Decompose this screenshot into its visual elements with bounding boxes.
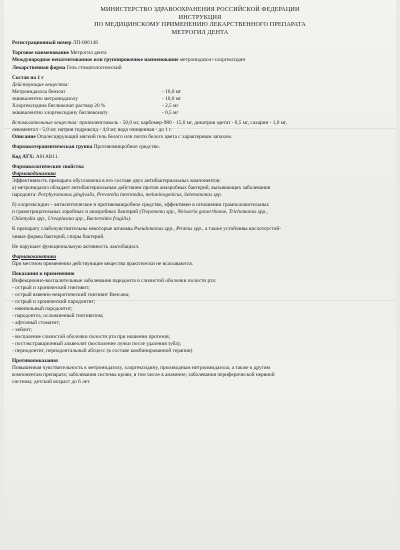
indication-item: - афтозный стоматит; — [12, 320, 61, 327]
contraindications-text: системы; детский возраст до 6 лет. — [12, 379, 91, 386]
indication-item: - острый и хронический гингивит; — [12, 284, 90, 291]
composition-item: Метронидазола бензоат - 16,0 мг — [12, 88, 182, 95]
active-substances-label: Действующие вещества: — [12, 81, 70, 88]
dosage-form: Лекарственная форма Гель стоматологический — [12, 64, 122, 71]
atc-code: Код АТХ: A01AB11. — [12, 154, 59, 161]
chlorhexidine-species: и грамотрицательных аэробных и анаэробных бактерий (Treponema spp., Neisseria gonorrhoeae, Trichomonas spp., — [12, 209, 268, 216]
contraindications-title: Противопоказания — [12, 358, 58, 365]
contraindications-text: компонентам препарата; заболевания системы крови, в том числе в анамнезе; заболевания периферической нервной — [12, 372, 275, 379]
indication-item: - пародонтоз, осложненный гингивитом; — [12, 312, 104, 319]
indication-item: - острый язвенно-некротический гингивит Венсана; — [12, 291, 130, 298]
excipients-cont: левоментол - 5,0 мг, натрия гидроксид - 4,0 мг, вода очищенная - до 1 г. — [12, 126, 173, 133]
instruction-title: ИНСТРУКЦИЯ — [178, 13, 222, 21]
composition-item: эквивалентно хлоргексидину биглюконату - 0,5 мг — [12, 109, 179, 116]
indication-item: - воспаление слизистой оболочки полости рта при ношении протезов; — [12, 334, 171, 341]
pharmacodynamics-text: Эффективность препарата обусловлена в его составе двух антибактериальных компонентов: — [12, 178, 221, 185]
pharm-props-title: Фармакологические свойства — [12, 164, 84, 171]
lactobacilli-text: Не нарушает функциональную активность лактобацилл. — [12, 243, 140, 250]
indications-intro: Инфекционно-воспалительные заболевания пародонта и слизистой оболочки полости рта: — [12, 277, 217, 284]
resistance-text: К препарату слабочувствительны некоторые штаммы Pseudomonas spp., Proteus spp., а также устойчивы кислотоустой- — [12, 226, 282, 233]
composition-item: Хлоргексидина биглюконат раствор 20 % - 2,5 мг — [12, 102, 179, 109]
registration-number: Регистрационный номер ЛП-006148 — [12, 40, 98, 47]
chlorhexidine-species-cont: Chlamydia spp., Ureaplasma spp., Bacteroides fragilis). — [12, 216, 132, 223]
metronidazole-species: пародонта: Porphyromonas gingivalis, Prevotella intermedia, melaninogenicus, Selenomonas spp. — [12, 192, 223, 199]
description: Описание Опалесцирующий мягкий гель белого или почти белого цвета с характерным запахом. — [12, 133, 233, 140]
drug-title: МЕТРОГИЛ ДЕНТА — [171, 28, 229, 36]
resistance-text-cont: чивые формы бактерий, споры бактерий. — [12, 233, 105, 240]
chlorhexidine-text: б) хлоргексидин – антисептическое и противомикробное средство, эффективен в отношении грамположительных — [12, 202, 270, 209]
indication-item: - постэкстракционный альвеолит (воспаление лунки после удаления зуба); — [12, 341, 181, 348]
inn-name: Международное непатентованное или группировочное наименование метронидазол+хлоргексидин — [12, 57, 246, 64]
metronidazole-text: а) метронидазол обладает антибактериальным действием против анаэробных бактерий, вызывающих заболевания — [12, 185, 271, 192]
indication-item: - периодонтит, периодонтальный абсцесс (в составе комбинированной терапии) — [12, 348, 193, 355]
instruction-subtitle: ПО МЕДИЦИНСКОМУ ПРИМЕНЕНИЮ ЛЕКАРСТВЕННОГО ПРЕПАРАТА — [94, 21, 306, 29]
indications-title: Показания к применению — [12, 270, 75, 277]
instruction-sheet — [4, 0, 396, 550]
paper-fold — [4, 128, 396, 129]
excipients: Вспомогательные вещества: пропиленгликоль - 50,0 мг, карбомер-980 - 15,0 мг, динатрия эдетат - 0,5 мг, сахарин - 1,0 мг, — [12, 119, 287, 126]
trade-name: Торговое наименование Метрогил дента — [12, 50, 107, 57]
document-header — [12, 6, 388, 36]
composition-item: эквивалентно метронидазолу - 10,0 мг — [12, 95, 182, 102]
pharmacokinetics-title: Фармакокинетика — [12, 253, 57, 260]
paper-fold — [4, 300, 396, 301]
indication-item: - ювенильный пародонтит; — [12, 305, 73, 312]
ministry-title: МИНИСТЕРСТВО ЗДРАВООХРАНЕНИЯ РОССИЙСКОЙ ФЕДЕРАЦИИ — [100, 6, 300, 13]
composition-title: Состав на 1 г — [12, 74, 44, 81]
pharmacodynamics-title: Фармакодинамика — [12, 171, 56, 178]
indication-item: - хейлит; — [12, 327, 33, 334]
pharmacotherapeutic-group: Фармакотерапевтическая группа Противомикробное средство. — [12, 143, 160, 150]
pharmacokinetics-text: При местном применении действующие вещества практически не всасываются. — [12, 260, 193, 267]
contraindications-text: Повышенная чувствительность к метронидазолу, хлоргексидину, производным нитроимидазола, а также к другим — [12, 365, 271, 372]
indication-item: - острый и хронический пародонтит; — [12, 298, 96, 305]
